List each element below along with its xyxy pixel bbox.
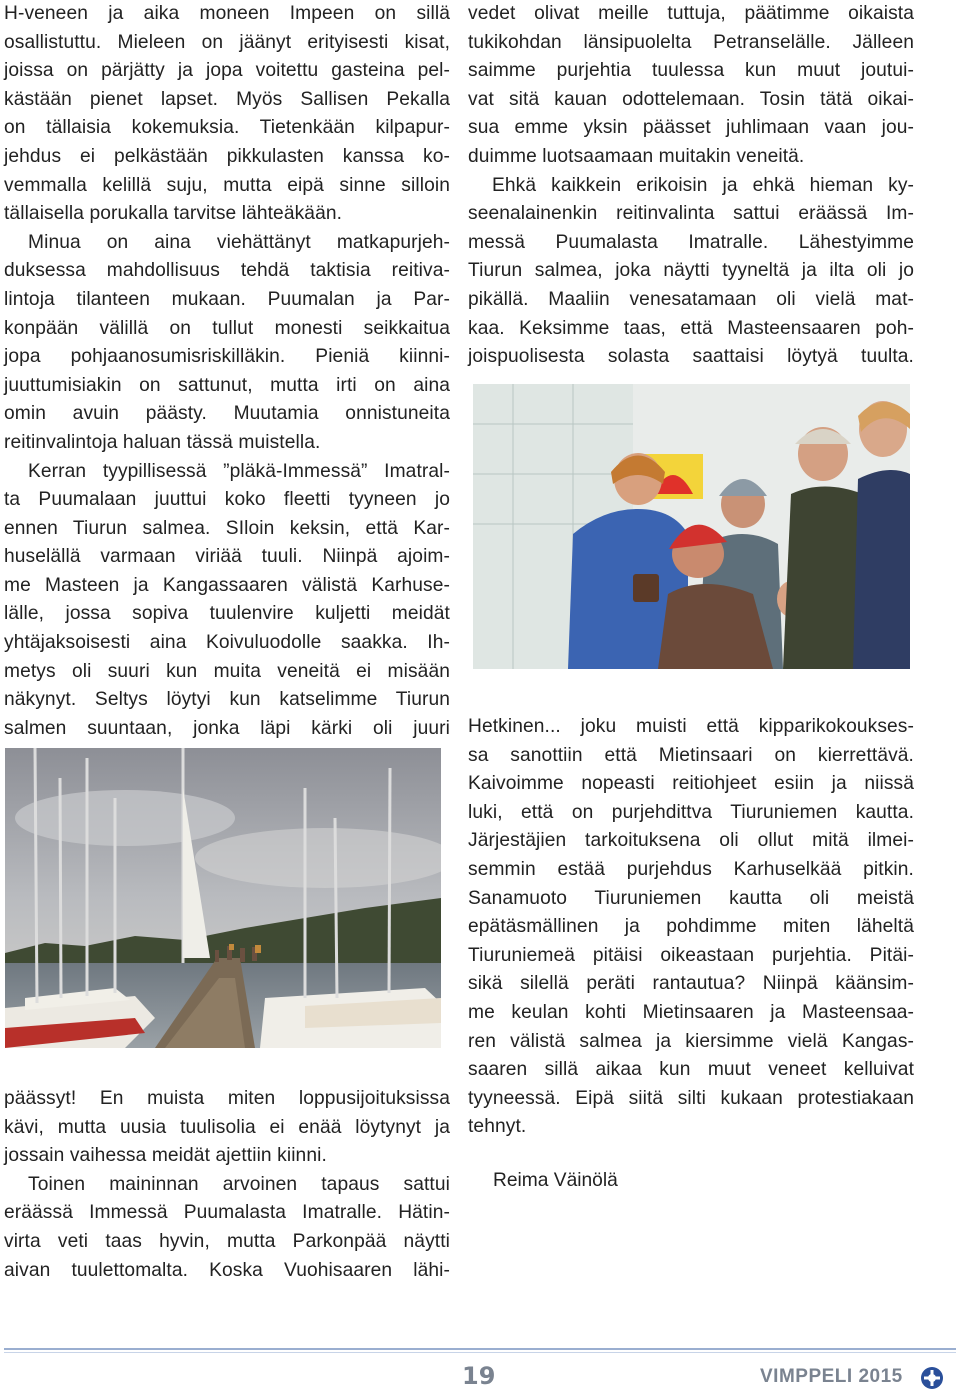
text-line: duimme luotsaamaan muitakin veneitä. [468,145,805,167]
text-line: tällaisella porukalla tarvitse lähteäkään. [4,203,343,225]
text-line: osallistuttu. Mieleen on jäänyt erityisesti kisat, [4,31,450,53]
publication-name: VIMPPELI 2015 [760,1366,903,1387]
text-line: Toinen maininnan arvoinen tapaus sattui [28,1173,450,1195]
text-line: pikällä. Maaliin venesatamaan oli vielä mat- [468,288,914,310]
text-line: Minua on aina viehättänyt matkapurjeh- [28,231,450,253]
author-signature: Reima Väinölä [493,1170,618,1191]
left-bottom-paragraphs [4,1085,450,1285]
text-line: aivan tuulettomalta. Koska Vuohisaaren lähi- [4,1259,450,1281]
text-line: saaren sillä aikaa kun muut veneet kelluivat [468,1059,914,1081]
text-line: omin avuin päästy. Muutamia onnistuneita [4,403,450,425]
text-line: saimme purjehtia tuulessa kun muut joutui- [468,60,914,82]
text-line: eräässä Immessä Puumalasta Imatralle. Hätin- [4,1202,450,1224]
text-line: Sanamuoto Tiuruniemen kautta oli meistä [468,887,914,909]
text-line: huselällä varmaan viriää tuuli. Niinpä ajoim- [4,546,450,568]
text-line: Tiuruniemeä pitäisi oikeastaan purjehtia. Pitäi- [468,944,914,966]
text-line: virta veti taas hyvin, mutta Parkonpää näytti [4,1230,450,1252]
text-line: reitinvalintoja haluan tässä muistella. [4,431,321,453]
right-bottom-paragraphs [468,713,914,1142]
text-line: tukikohdan länsipuolelta Petranselälle. Jälleen [468,31,914,53]
text-line: seenalainenkin reitinvalinta sattui eräässä Im- [468,203,914,225]
text-line: joispuolisesta solasta saattaisi löytyä tuulta. [468,346,914,368]
text-line: joissa on pärjätty ja jopa voitettu gasteina pel- [4,60,450,82]
text-line: Järjestäjien tarkoituksena oli ollut mitä ilmei- [468,830,914,852]
text-line: ennen Tiurun salmea. SIloin keksin, että Kar- [4,517,450,539]
text-line: sua emme yksin päässet juhlimaan vaan jou- [468,117,914,139]
text-line: lintoja tilanteen mukaan. Puumalan ja Par- [4,288,450,310]
text-line: Ehkä kaikkein erikoisin ja ehkä hieman ky- [492,174,914,196]
footer-rule [4,1348,956,1350]
text-line: Tiurun salmea, joka näytti tyyneltä ja ilta oli jo [468,260,914,282]
text-line: päässyt! En muista miten loppusijoituksissa [4,1088,450,1109]
sailors-group-photo [473,384,910,669]
text-line: kaa. Keksimme taas, että Masteensaaren poh- [468,317,914,339]
text-line: konpään välillä on tullut monesti seikkaitua [4,317,450,339]
harbor-photo [5,748,441,1048]
club-logo-icon [920,1366,944,1390]
text-line: metys oli suuri kun muita veneitä ei misään [4,660,450,682]
text-line: Kaivoimme nopeasti reitiohjeet esiin ja niissä [468,773,914,795]
text-line: on tällaisia kokemuksia. Tietenkään kilpapur- [4,117,450,139]
text-line: me Masteen ja Kangassaaren välistä Karhuse- [4,574,450,596]
left-top-paragraphs [4,0,450,743]
text-line: jossain vaihessa meidät ajettiin kiinni. [4,1145,327,1167]
text-line: tyyneessä. Eipä siitä silti kukaan protestiakaan [468,1087,914,1109]
text-line: me keulan kohti Mietinsaaren ja Masteensaa- [468,1001,914,1023]
text-line: vemmalla kelillä suju, mutta eipä sinne silloin [4,174,450,196]
text-line: sa sanottiin että Mietinsaari on kierrettävä. [468,744,914,766]
text-line: luki, että on purjehdittva Tiuruniemen kautta. [468,801,914,823]
text-line: vat sitä kauan odottelemaan. Tosin tätä oikai- [468,88,914,110]
text-line: ta Puumalaan juuttui koko fleetti tyyneen jo [4,489,450,511]
text-line: ren välistä salmea ja kiersimme vielä Kangas- [468,1030,914,1052]
text-line: juuttumisiakin on sattunut, mutta irti on aina [4,374,450,396]
text-line: kästään pienet lapset. Myös Sallisen Pekalla [4,88,450,110]
footer-rule-secondary [4,1352,956,1353]
text-line: duksessa mahdollisuus tehdä taktisia reitiva- [4,260,450,282]
text-line: jopa pohjaanosumisriskilläkin. Pieniä kiinni- [4,346,450,368]
right-top-paragraphs [468,0,914,372]
text-line: jehdus ei pelkästään pikkulasten kanssa ko- [4,145,450,167]
text-line: messä Puumalasta Imatralle. Lähestyimme [468,231,914,253]
text-line: tehnyt. [468,1116,527,1138]
text-line: Kerran tyypillisessä ”pläkä-Immessä” Imatral- [28,460,450,482]
text-line: epätäsmällinen ja pohdimme miten läheltä [468,916,914,938]
text-line: salmen suuntaan, jonka läpi kärki oli juuri [4,717,450,739]
text-line: näkynyt. Seltys löytyi kun katselimme Tiurun [4,689,450,711]
text-line: yhtäjaksoisesti aina Koivuluodolle saakka. Ih- [4,632,450,654]
text-line: H-veneen ja aika moneen Impeen on sillä [4,3,450,24]
text-line: kävi, mutta uusia tuulisolia ei enää löytynyt ja [4,1116,450,1138]
text-line: semmin estää purjehdus Karhuselkää pitkin. [468,858,914,880]
text-line: lälle, jossa sopiva tuulenvire kuljetti meidät [4,603,450,625]
text-line: vedet olivat meille tuttuja, päätimme oikaista [468,3,914,24]
text-line: sikä silellä peräti rantautua? Niinpä käänsim- [468,973,914,995]
text-line: Hetkinen... joku muisti että kipparikokoukses- [468,716,914,737]
page-number: 19 [462,1362,496,1390]
